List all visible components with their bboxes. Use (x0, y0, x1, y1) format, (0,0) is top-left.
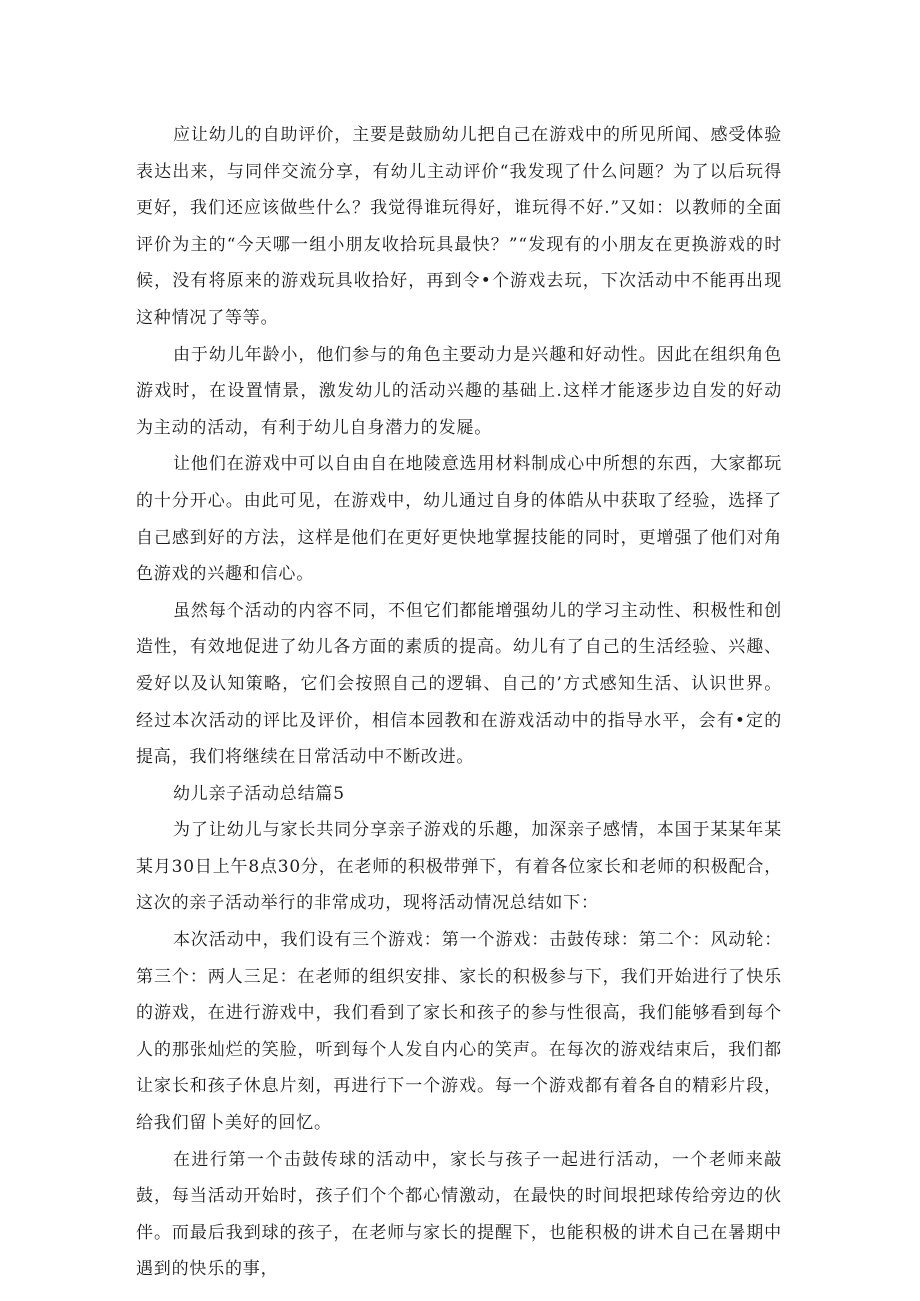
paragraph-self-evaluation: 应让幼儿的自助评价，主要是鼓励幼儿把自己在游戏中的所见所闻、感受体验表达出来，与同伴交流分享，有幼儿主动评价“我发现了什么问题？为了以后玩得更好，我们还应该做些什么？我觉得谁玩得好，谁玩得不好.”又如：以教师的全面评价为主的“今天哪一组小朋友收拾玩具最快？”“发现有的小朋友在更换游戏的时候，没有将原来的游戏玩具收拾好，再到令•个游戏去玩，下次活动中不能再出现这种情况了等等。 (136, 125, 782, 328)
paragraph-parent-child-intro: 为了让幼儿与家长共同分享亲子游戏的乐趣，加深亲子感情，本国于某某年某某月30日上午8点30分，在老师的积极带弹下，有着各位家长和老师的积极配合，这次的亲子活动举行的非常成功，现将活动情况总结如下： (136, 820, 782, 914)
paragraph-interest-motivation: 由于幼儿年龄小，他们参与的角色主要动力是兴趣和好动性。因此在组织角色游戏时，在设置情景，激发幼儿的活动兴趣的基础上.这样才能逐步边自发的好动为主动的活动，有利于幼儿自身潜力的发屣。 (136, 344, 782, 438)
section-heading: 幼儿亲子活动总结篇5 (173, 783, 345, 804)
document-body (136, 117, 782, 1288)
paragraph-drum-pass-ball: 在进行第一个击鼓传球的活动中，家长与孩子一起进行活动，一个老师来敲鼓，每当活动开始时，孩子们个个都心情激动，在最快的时间垠把球传给旁边的伙伴。而最后我到球的孩子，在老师与家长的提醒下，也能积极的讲术自己在暑期中遇到的快乐的事， (136, 1149, 782, 1280)
paragraph-free-creation: 让他们在游戏中可以自由自在地陵意选用材料制成心中所想的东西，大家都玩的十分开心。由此可见，在游戏中，幼儿通过自身的体皓从中获取了经验，选择了自己感到好的方法，这样是他们在更好更快地掌握技能的同时，更增强了他们对角色游戏的兴趣和信心。 (136, 454, 782, 585)
paragraph-activity-summary: 虽然每个活动的内容不同，不但它们都能增强幼儿的学习主动性、积极性和创造性，有效地促进了幼儿各方面的素质的提高。幼儿有了自己的生活经验、兴趣、爱好以及认知策略，它们会按照自己的逻辑、自己的’方式感知生活、认识世界。经过本次活动的评比及评价，相信本园教和在游戏活动中的指导水平，会有•定的提高，我们将继续在日常活动中不断改进。 (136, 600, 782, 768)
paragraph-three-games: 本次活动中，我们设有三个游戏：第一个游戏：击鼓传球：第二个：风动轮：第三个：两人三足：在老师的组织安排、家长的积极参与下，我们开始进行了快乐的游戏，在进行游戏中，我们看到了家长和孩子的参与性很高，我们能够看到每个人的那张灿烂的笑脸，听到每个人发自内心的笑声。在每次的游戏结束后，我们都让家长和孩子休息片刻，再进行下一个游戏。每一个游戏都有着各自的精彩片段，给我们留卜美好的回忆。 (136, 930, 782, 1134)
